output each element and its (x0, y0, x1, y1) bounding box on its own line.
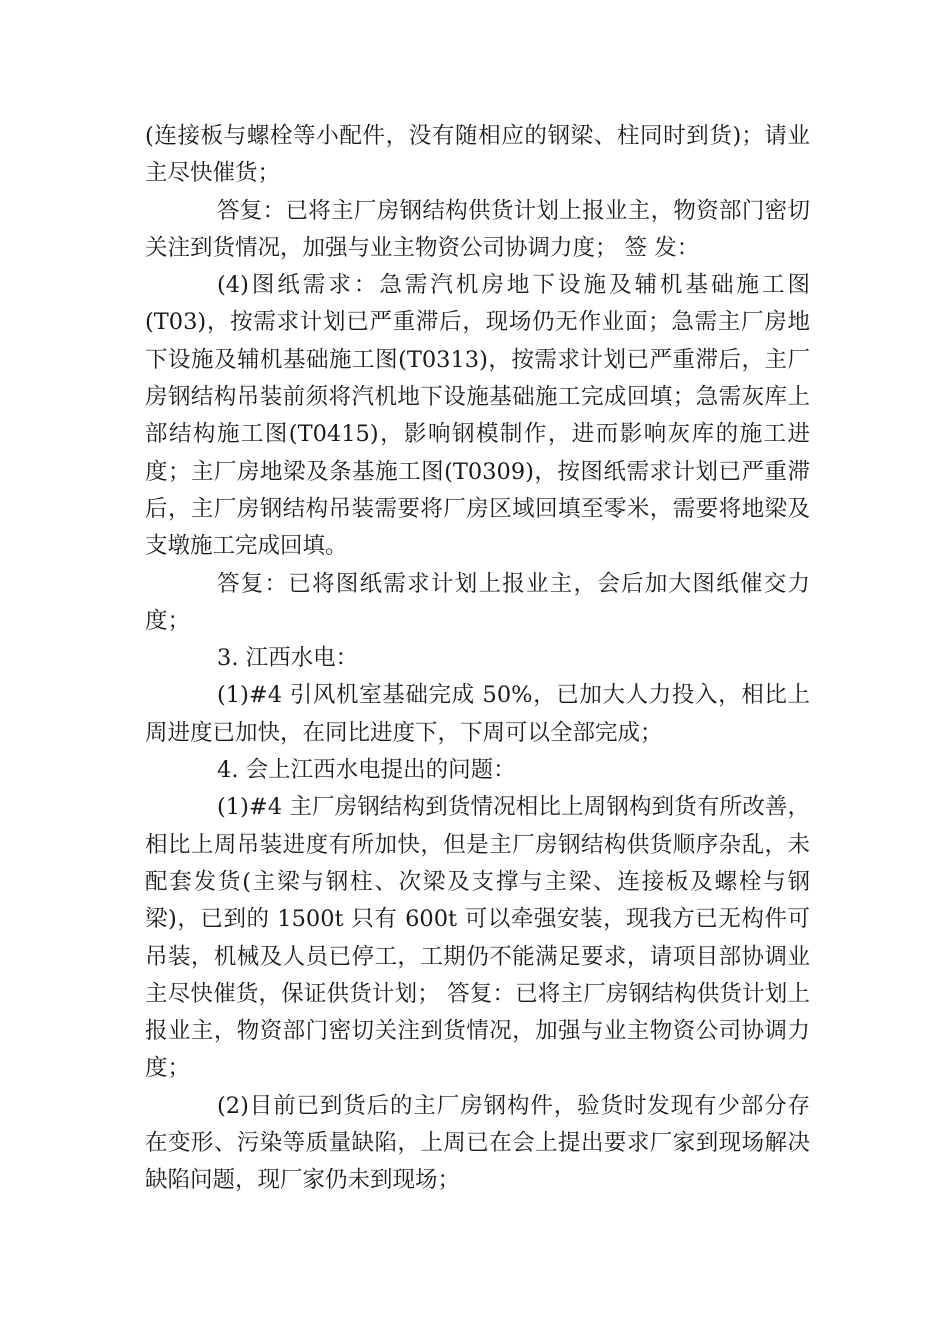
paragraph-fan-room-foundation: (1)#4 引风机室基础完成 50%，已加大人力投入，相比上周进度已加快，在同比进度下，下周可以全部完成； (145, 682, 810, 746)
section-heading-jiangxi-hydropower: 3. 江西水电： (217, 645, 359, 672)
paragraph-reply-steel-supply: 答复：已将主厂房钢结构供货计划上报业主，物资部门密切关注到货情况，加强与业主物资公司协调力度； 签 发： (145, 197, 810, 261)
paragraph-reply-drawings: 答复：已将图纸需求计划上报业主，会后加大图纸催交力度； (145, 570, 810, 634)
paragraph-quality-defects: (2)目前已到货后的主厂房钢构件，验货时发现有少部分存在变形、污染等质量缺陷，上周已在会上提出要求厂家到现场解决缺陷问题，现厂家仍未到现场； (145, 1092, 810, 1194)
section-heading-meeting-issues: 4. 会上江西水电提出的问题： (217, 757, 516, 784)
paragraph-continuation: (连接板与螺栓等小配件，没有随相应的钢梁、柱同时到货)；请业主尽快催货； (145, 123, 810, 187)
paragraph-steel-delivery-issue: (1)#4 主厂房钢结构到货情况相比上周钢构到货有所改善，相比上周吊装进度有所加快，但是主厂房钢结构供货顺序杂乱，未配套发货(主梁与钢柱、次梁及支撑与主梁、连接板及螺栓与钢梁)，已到的 1500t 只有 600t 可以牵强安装，现我方已无构件可吊装，机械及人员已停工，工期仍不能满足要求，请项目部协调业主尽快催货，保证供货计划； 答复：已将主厂房钢结构供货计划上报业主，物资部门密切关注到货情况，加强与业主物资公司协调力度； (145, 794, 810, 1082)
paragraph-drawing-demand: (4)图纸需求：急需汽机房地下设施及辅机基础施工图(T03)，按需求计划已严重滞后，现场仍无作业面；急需主厂房地下设施及辅机基础施工图(T0313)，按需求计划已严重滞后，主厂房钢结构吊装前须将汽机地下设施基础施工完成回填；急需灰库上部结构施工图(T0415)，影响钢模制作，进而影响灰库的施工进度；主厂房地梁及条基施工图(T0309)，按图纸需求计划已严重滞后，主厂房钢结构吊装需要将厂房区域回填至零米，需要将地梁及支墩施工完成回填。 (145, 272, 810, 560)
document-body (145, 118, 810, 1200)
